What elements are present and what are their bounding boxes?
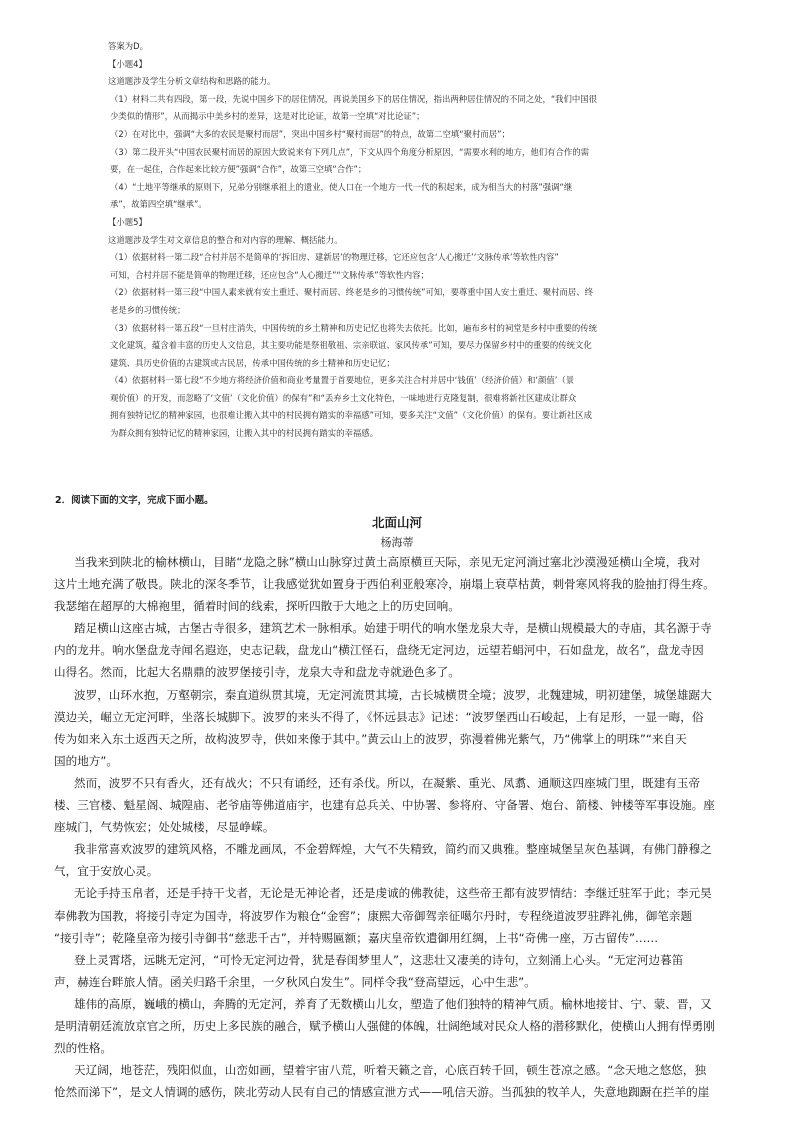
article-line: 是明清朝廷流放京官之所，历史上多民族的融合，赋予横山人强健的体魄，壮阔绝域对民众人格的潜移默化，使横山人拥有悍勇刚 <box>54 1018 715 1033</box>
answer-line: 这道题涉及学生对文章信息的整合和对内容的理解、概括能力。 <box>108 234 343 245</box>
article-line: 山得名。然而，比起大名鼎鼎的波罗堡接引寺，龙泉大寺和盘龙寺就逊色多了。 <box>54 665 460 680</box>
answer-line: （3）依据材料一第五段“一旦村庄消失，中国传统的乡土精神和历史记忆也将失去依托。比如，遍布乡村的祠堂是乡村中重要的传统 <box>110 322 598 333</box>
answer-line: 承”，故第四空填“继承”。 <box>110 199 207 210</box>
answer-line: 建筑、具历史价值的古建筑或古民居，传承中国传统的乡土精神和历史记忆； <box>110 357 395 368</box>
answer-line: （4）“土地平等继承的原则下，兄弟分别继承祖上的遗业，使人口在一个地方一代一代的积起来，成为相当大的村落”强调“继 <box>110 181 573 192</box>
article-line: 雄伟的高原，巍峨的横山，奔腾的无定河，养育了无数横山儿女，塑造了他们独特的精神气质。榆林地接甘、宁、蒙、晋，又 <box>74 996 712 1011</box>
article-line: 我非常喜欢波罗的建筑风格，不雕龙画凤，不金碧辉煌，大气不失精致，简约而又典雅。整座城堡呈灰色基调，有佛门静穆之 <box>74 842 712 857</box>
article-author: 杨海蒂 <box>380 536 414 549</box>
answer-line: （4）依据材料一第七段“不少地方将经济价值和商业考量置于首要地位，更多关注合村并居中‘钱值’（经济价值）和‘颜值’（景 <box>110 375 575 386</box>
article-line: 波罗，山环水抱，万壑朝宗，秦直道纵贯其境，无定河流贯其境，古长城横贯全境；波罗，北魏建城，明初建堡，城堡雄踞大 <box>74 687 712 702</box>
answer-line: 观价值）的开发，而忽略了‘文值’（文化价值）的保有”和“丢弃乡土文化特色，一味地进行克隆复制，很难将新社区建成让群众 <box>110 392 577 403</box>
question-heading: 2．阅读下面的文字，完成下面小题。 <box>55 495 214 506</box>
answer-line: 少类似的情形”，从而揭示中美乡村的差异，这是对比论证，故第一空填“对比论证”； <box>110 111 425 122</box>
article-line: 这片土地充满了敬畏。陕北的深冬季节，让我感觉犹如置身于西伯利亚般寒冷，崩塌上衰草枯黄，刺骨寒风将我的脸抽打得生疼。 <box>54 577 715 592</box>
article-line: 无论手持玉帛者，还是手持干戈者，无论是无神论者，还是虔诚的佛教徒，这些帝王都有波罗情结：李继迁驻军于此；李元昊 <box>74 886 712 901</box>
answer-line: 可知，合村并居不能是简单的物理迁移，还应包含“人心搬迁”“文脉传承”等软性内容； <box>110 269 429 280</box>
answer-line: 这道题涉及学生分析文章结构和思路的能力。 <box>108 76 276 87</box>
article-line: 我瑟缩在超厚的大棉袍里，循着时间的线索，探听四散于大地之上的历史回响。 <box>54 599 460 614</box>
answer-line: 答案为D。 <box>108 41 148 51</box>
article-line: 当我来到陕北的榆林横山，目睹“龙隐之脉”横山山脉穿过黄土高原横亘天际，亲见无定河淌过塞北沙漠漫延横山全境，我对 <box>74 555 701 569</box>
answer-line: 老是乡的习惯传统； <box>110 304 186 315</box>
article-line: 登上灵霄塔，远眺无定河，“可怜无定河边骨，犹是春闺梦里人”，这悲壮又凄美的诗句，立刻涌上心头。“无定河边暮笛 <box>74 952 684 967</box>
article-line: 漠边关，崛立无定河畔，坐落长城脚下。波罗的来头不得了，《怀远县志》记述：“波罗堡西山石峻起，上有足形，一显一晦，俗 <box>54 709 704 724</box>
answer-line: （1）材料二共有四段，第一段，先说中国乡下的居住情况，再说美国乡下的居住情况，指出两种居住情况的不同之处，“我们中国很 <box>110 93 598 104</box>
article-line: 踏足横山这座古城，古堡古寺很多，建筑艺术一脉相承。始建于明代的响水堡龙泉大寺，是横山规模最大的寺庙，其名源于寺 <box>74 621 712 636</box>
answer-line: 文化建筑，蕴含着丰富的历史人文信息，其主要功能是祭祖敬祖、宗亲联谊、家风传承”可知，要尽力保留乡村中的重要的传统文化 <box>110 340 592 351</box>
article-line: 国的地方”。 <box>54 753 118 768</box>
article-line: 然而，波罗不只有香火，还有战火；不只有诵经，还有杀伐。所以，在凝紫、重光、凤翥、通顺这四座城门里，既建有玉帝 <box>74 775 701 790</box>
answer-line: （3）第二段开头“中国农民聚村而居的原因大致说来有下列几点”，下文从四个角度分析原因，“需要水利的地方，他们有合作的需 <box>110 146 589 157</box>
article-line: 烈的性格。 <box>54 1041 112 1056</box>
article-line: 气，宜于安放心灵。 <box>54 864 159 879</box>
article-line: 座城门，气势恢宏；处处城楼，尽显峥嵘。 <box>54 820 275 835</box>
answer-line: 【小题5】 <box>108 216 147 227</box>
answer-line: 为群众拥有独特记忆的精神家园，让搬入其中的村民拥有踏实的幸福感。 <box>110 428 378 439</box>
article-line: 天辽阔，地苍茫，残阳似血，山峦如画，望着宇宙八荒，听着天籁之音，心底百转千回，顿生苍凉之感。“念天地之悠悠，独 <box>74 1063 707 1078</box>
answer-line: （2）在对比中，强调“大多的农民是聚村而居”，突出中国乡村“聚村而居”的特点，故第二空填“聚村而居”； <box>110 128 510 139</box>
article-line: 奉佛教为国教，将接引寺定为国寺，将波罗作为粮仓“金窖”；康熙大帝御驾亲征噶尔丹时，专程绕道波罗驻跸礼佛，御笔亲题 <box>54 908 693 923</box>
article-title: 北面山河 <box>371 515 422 530</box>
article-body <box>54 551 744 1103</box>
article-line: “接引寺”；乾隆皇帝为接引寺御书“慈悲千古”，并特赐匾额；嘉庆皇帝钦遣御用红绸，上书“奇佛一座，万古留传”…… <box>54 930 659 945</box>
article-line: 传为如来入东土返西天之所，故构波罗寺，供如来像于其中。”黄云山上的波罗，弥漫着佛光紫气，乃“佛掌上的明珠”“来自天 <box>54 731 687 746</box>
answer-line: 拥有独特记忆的精神家园，也很难让搬入其中的村民拥有踏实的幸福感”可知，要多关注“文值”（文化价值）的保有。要让新社区成 <box>110 410 593 421</box>
article-line: 内的龙井。响水堡盘龙寺闻名遐迩，史志记载，盘龙山“横江怪石，盘绕无定河边，远望若蜎河中，石如盘龙，故名”，盘龙寺因 <box>54 643 704 658</box>
article-line: 楼、三官楼、魁星阁、城隍庙、老爷庙等佛道庙宇，也建有总兵关、中协署、参将府、守备署、炮台、箭楼、钟楼等军事设施。座 <box>54 798 715 813</box>
article-line: 怆然而涕下”，是文人情调的感伤，陕北劳动人民有自己的情感宣泄方式——吼信天游。当孤独的牧羊人，失意地踟蹰在拦羊的崖 <box>54 1085 710 1100</box>
answer-line: 【小题4】 <box>108 58 147 69</box>
article-line: 声，赫连台畔旅人情。函关归路千余里，一夕秋风白发生”。同样令我“登高望远，心中生悲”。 <box>54 974 536 989</box>
answer-line: 要，在一起住，合作起来比较方便”强调“合作”，故第三空填“合作”； <box>110 164 367 175</box>
answer-line: （2）依据材料一第三段“中国人素来就有安土重迁、聚村而居、终老是乡的习惯传统”可知，要尊重中国人安土重迁、聚村而居、终 <box>110 287 594 298</box>
answer-explanation <box>108 38 728 443</box>
answer-line: （1）依据材料一第二段“合村并居不是简单的‘拆旧房、建新居’的物理迁移，它还应包含‘人心搬迁’‘文脉传承’等软性内容” <box>110 252 559 263</box>
